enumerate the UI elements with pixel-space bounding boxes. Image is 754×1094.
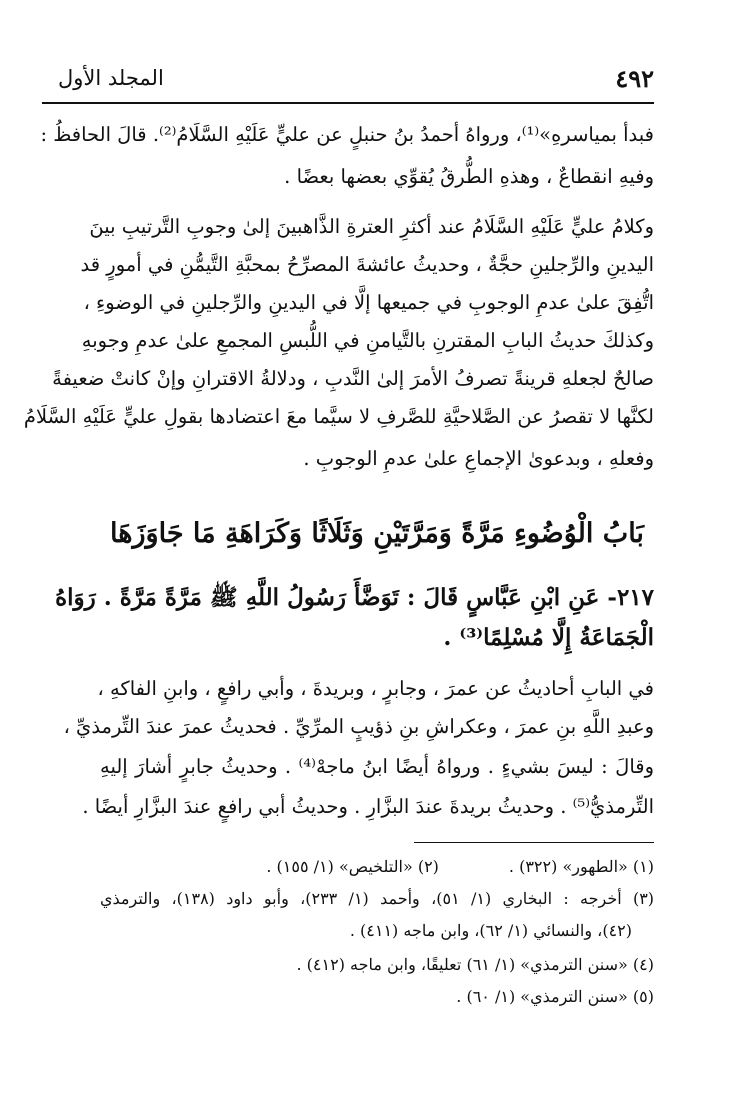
paragraph-line: وقالَ : ليسَ بشيءٍ . ورواهُ أيضًا ابنُ ماجهْ⁽⁴⁾ . وحديثُ جابرٍ أشارَ إليهِ (100, 755, 654, 778)
paragraph-line: وكلامُ عليٍّ عَلَيْهِ السَّلَامُ عند أكثرِ العترةِ الذَّاهبينَ إلىٰ وجوبِ التَّرتيبِ بينَ (89, 215, 654, 238)
page-number: ٤٩٢ (615, 64, 654, 93)
paragraph-line: التِّرمذيُّ⁽⁵⁾ . وحديثُ بريدةَ عندَ البزَّارِ . وحديثُ أبي رافعٍ عندَ البزَّارِ أيضًا . (82, 795, 654, 818)
hadith-line: الْجَمَاعَةُ إِلَّا مُسْلِمًا⁽³⁾ . (443, 624, 654, 651)
paragraph-line: اتُّفِقَ علىٰ عدمِ الوجوبِ في جميعها إلَّا في اليدينِ والرِّجلينِ في الوضوءِ ، (83, 291, 654, 314)
paragraph-line: وكذلكَ حديثُ البابِ المقترنِ بالتَّيامنِ في اللُّبسِ المجمعِ علىٰ عدمِ وجوبهِ (81, 329, 654, 352)
footnote-2: (٢) «التلخيص» (١/ ١٥٥) . (266, 857, 439, 876)
volume-title: المجلد الأول (58, 66, 164, 90)
footnote-1: (١) «الطهور» (٣٢٢) . (508, 857, 654, 876)
paragraph-line: في البابِ أحاديثُ عن عمرَ ، وجابرٍ ، وبريدةَ ، وأبي رافعٍ ، وابنِ الفاكهِ ، (97, 677, 654, 700)
footnote-row (100, 854, 654, 880)
footnote-rule (414, 842, 654, 843)
paragraph-line: اليدينِ والرِّجلينِ حجَّةٌ ، وحديثُ عائشةَ المصرِّحُ بمحبَّةِ التَّيمُّنِ في أمورٍ قد (80, 253, 654, 276)
footnote-3-line-1: (٣) أخرجه : البخاري (١/ ٥١)، وأحمد (١/ ٢٣٣)، وأبو داود (١٣٨)، والترمذي (100, 889, 655, 908)
paragraph-line: وعبدِ اللَّهِ بنِ عمرَ ، وعكراشِ بنِ ذؤيبٍ المرِّيِّ . فحديثُ عمرَ عندَ التِّرمذيِّ ، (63, 715, 654, 738)
paragraph-line: وفعلهِ ، وبدعوىٰ الإجماعِ علىٰ عدمِ الوجوبِ . (303, 447, 654, 470)
footnote-5: (٥) «سنن الترمذي» (١/ ٦٠) . (456, 987, 654, 1006)
paragraph-line: لكنَّها لا تقصرُ عن الصَّلاحيَّةِ للصَّرفِ لا سيَّما معَ اعتضادها بقولِ عليٍّ عَلَيْهِ السَّلَامُ (23, 405, 654, 428)
page-header (42, 58, 654, 98)
hadith-line: ٢١٧- عَنِ ابْنِ عَبَّاسٍ قَالَ : تَوَضَّأَ رَسُولُ اللَّهِ ﷺ مَرَّةً مَرَّةً . رَوَاهُ (55, 584, 654, 611)
footnote-3-line-2: (٤٢)، والنسائي (١/ ٦٢)، وابن ماجه (٤١١) . (349, 921, 632, 940)
paragraph-line: فبدأ بمياسرهِ»⁽¹⁾، ورواهُ أحمدُ بنُ حنبلٍ عن عليٍّ عَلَيْهِ السَّلَامُ⁽²⁾. قالَ الحافظُ : (40, 123, 654, 146)
paragraph-line: وفيهِ انقطاعٌ ، وهذهِ الطُّرقُ يُقوِّي بعضها بعضًا . (284, 165, 654, 188)
footnote-4: (٤) «سنن الترمذي» (١/ ٦١) تعليقًا، وابن ماجه (٤١٢) . (296, 955, 654, 974)
chapter-heading: بَابُ الْوُضُوءِ مَرَّةً وَمَرَّتَيْنِ وَثَلَاثًا وَكَرَاهَةِ مَا جَاوَزَهَا (110, 518, 644, 549)
paragraph-line: صالحٌ لجعلهِ قرينةً تصرفُ الأمرَ إلىٰ النَّدبِ ، ودلالةُ الاقترانِ وإنْ كانتْ ضعيفةً (52, 367, 654, 390)
header-rule (42, 102, 654, 104)
